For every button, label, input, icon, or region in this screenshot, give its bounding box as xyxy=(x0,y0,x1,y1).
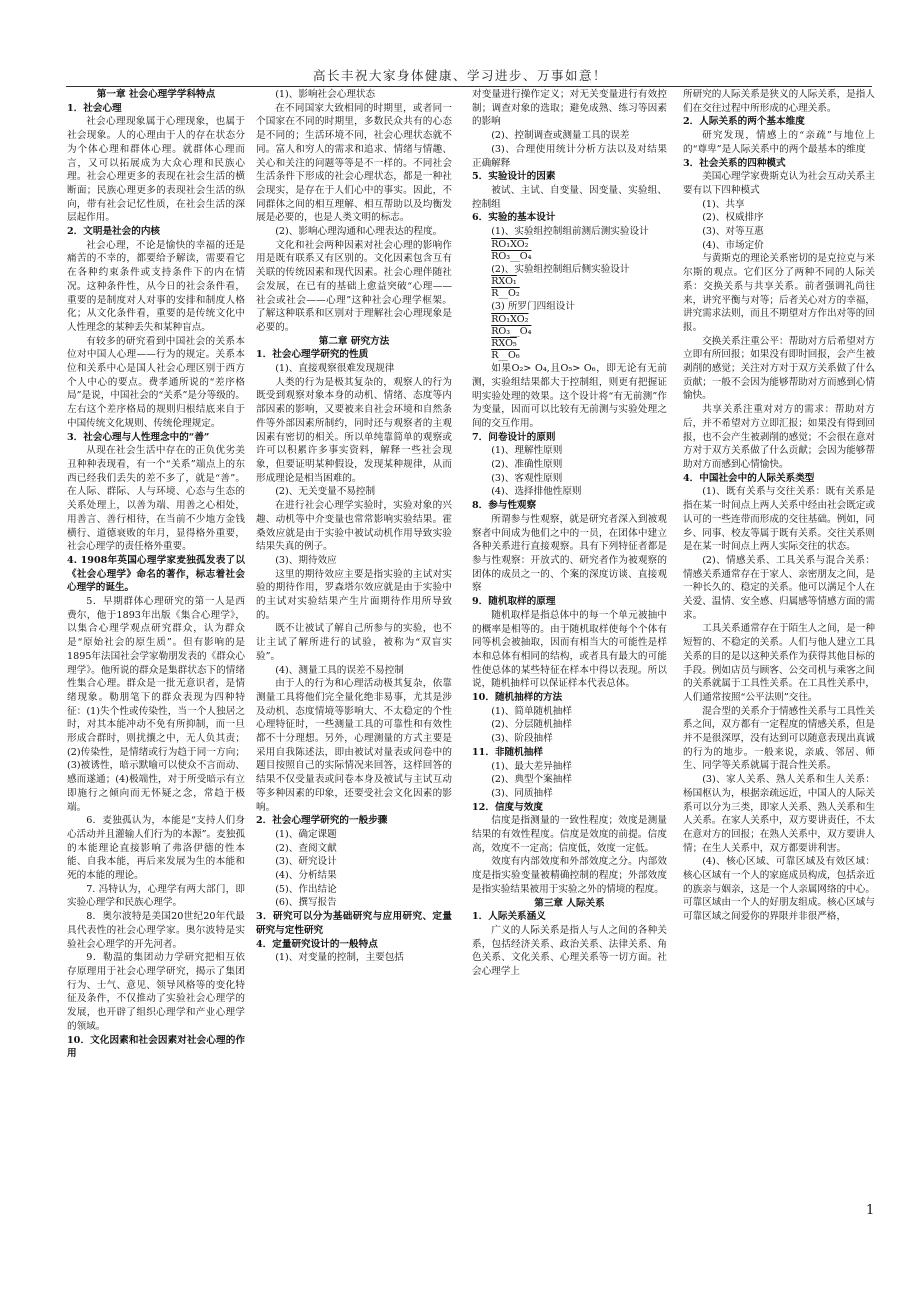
section-heading: 3．社会关系的四种模式 xyxy=(683,157,786,169)
paragraph: 9．勒温的集团动力学研究把相互依存原理用于社会心理学研究，揭示了集团行为、士气、意见、领导风格等的变化特征及条件，不仅推动了实验社会心理学的发展，也开辟了组织心理学和产业心理学的领域。 xyxy=(67,952,245,1032)
paragraph: (2)、准确性原则 xyxy=(491,459,563,471)
formula-line: RO₁XO₂ xyxy=(491,314,529,326)
header-rule xyxy=(66,86,872,87)
paragraph: (4)、核心区域、可靠区域及有效区域：核心区域有一个人的家庭成员构成，包括亲近的族亲与姻亲，这是一个人亲属网络的中心。可靠区域由一个人的好朋友组成。核心区域与可靠区域之间爱你的界限并非很严格， xyxy=(683,856,875,923)
paragraph: (3)、客观性原则 xyxy=(491,472,563,484)
section-heading: 3．社会心理与人性理念中的“善” xyxy=(67,431,210,443)
paragraph: (1)、共享 xyxy=(702,198,745,210)
paragraph: (1)、直接观察很难发现规律 xyxy=(275,363,395,375)
paragraph: 美国心理学家费斯克认为社会互动关系主要有以下四种模式 xyxy=(683,171,875,196)
section-heading: 第一章 社会心理学学科特点 xyxy=(96,89,216,100)
section-heading: 4. 1908年英国心理学家麦独孤发表了以《社会心理学》命名的著作，标志着社会心理学的诞生。 xyxy=(67,554,245,594)
section-heading: 第二章 研究方法 xyxy=(318,335,390,347)
paragraph: (5)、作出结论 xyxy=(275,883,337,895)
paragraph: 这里的期待效应主要是指实验的主试对实验的期待作用，罗森塔尔效应就是由于实验中的主试对实验结果产生片面期待作用所导致的。 xyxy=(256,568,452,621)
paragraph: 信度是指测量的一致性程度；效度是测量结果的有效性程度。信度是效度的前提。信度高，效度不一定高；信度低，效度一定低。 xyxy=(472,815,667,854)
paragraph: 由于人的行为和心理活动极其复杂，依靠测量工具将他们完全量化绝非易事，尤其是涉及动机、态度情境等影响大、不太稳定的个性心理特征时，一些测量工具的可靠性和有效性都不十分理想。另外，心理测量的方式主要是采用自我陈述法，即由被试对量表或问卷中的题目按照自己的实际情况来回答，这样回答的结果不仅受量表或问卷本身及被试与主试互动等多种因素的印象，还要受社会文化因素的影响。 xyxy=(256,678,452,813)
formula-line: R__O₆ xyxy=(491,350,520,362)
paragraph: (3)、同质抽样 xyxy=(491,787,553,799)
formula-line: RO₃__O₄ xyxy=(491,250,532,262)
section-heading: 8．参与性观察 xyxy=(472,500,537,512)
section-heading: 9．随机取样的原理 xyxy=(472,596,556,608)
text-column-3 xyxy=(472,88,667,1248)
paragraph: 交换关系注重公平：帮助对方后希望对方立即有所回报；如果没有即时回报，会产生被剥削的感觉；关注对方对于双方关系做了什么贡献；一般不会因为能够帮助对方而感到心情愉快。 xyxy=(683,335,875,402)
paragraph: (2)、情感关系、工具关系与混合关系：情感关系通常存在于家人、亲密朋友之间，是一种长久的、稳定的关系。他可以满足个人在关爱、温情、安全感、归属感等情感方面的需求。 xyxy=(683,554,875,621)
paragraph: (3) 所罗门四组设计 xyxy=(491,301,575,313)
page-header: 高长丰祝大家身体健康、学习进步、万事如意！ xyxy=(312,68,607,83)
paragraph: 所谓参与性观察，就是研究者深入到被观察者中间成为他们之中的一员，在团体中建立各种关系进行直接观察。具有下列特征者都是参与性观察：开放式的、研究者作为被观察的团体的成员之一的、个案的深度访谈、直接观察 xyxy=(472,513,667,594)
paragraph: (3)、研究设计 xyxy=(275,856,337,868)
section-heading: 1．人际关系涵义 xyxy=(472,911,546,923)
paragraph: 5．早期群体心理研究的第一人是西费尔，他于1893年出版《集合心理学》，以集合心理学观点研究群众，认为群众是“原始社会的原生质”。但有影响的是1895年法国社会学家勒朋发表的《群众心理学》。他所说的群众是集群状态下的情绪性集合心理。群众是一批无意识者，是情绪现象。勒朋笔下的群众表现为四种特征：(1)失个性或传染性，当一个人独居之时，对其本能冲动不免有所抑制，而一旦形成合群时，则扰攘之中，无人负其责；(2)传染性，是情绪或行为趋于同一方向；(3)被诱性，暗示默喻可以使众不言而动、感而遂通；(4)极端性，对于所受暗示有立即施行之倾向而无怀疑之念，常趋于极端。 xyxy=(67,596,245,813)
paragraph: 社会心理，不论是愉快的幸福的还是痛苦的不幸的，都要给予解读，需要看它在各种约束条件或支持条件下的内在情况。这种条件性，从今日的社会条件看，重要的是制度对人对事的安排和制度人格化；从文化条件看，重要的是传统文化中人性理念的某种丢失和某种盲点。 xyxy=(67,239,245,333)
paragraph: 研究发现，情感上的“亲疏”与地位上的“尊卑”是人际关系中的两个最基本的维度 xyxy=(683,130,875,155)
paragraph: 6．麦独孤认为，本能是“支持人们身心活动并且灌输人们行为的本源”。麦独孤的本能理论直接影响了弗洛伊德的性本能、自我本能，再后来发展为生的本能和死的本能的理论。 xyxy=(67,815,245,882)
paragraph: (4)、测量工具的误差不易控制 xyxy=(275,664,404,676)
text-column-4 xyxy=(683,88,875,1248)
formula-line: R__O₂ xyxy=(491,288,520,300)
section-heading: 5．实验设计的因素 xyxy=(472,171,556,183)
section-heading: 6．实验的基本设计 xyxy=(472,212,556,224)
paragraph: 7. 冯特认为，心理学有两大部门，即实验心理学和民族心理学。 xyxy=(67,883,245,909)
paragraph: (2)、分层随机抽样 xyxy=(491,719,572,731)
paragraph: (1)、影响社会心理状态 xyxy=(275,89,376,100)
section-heading: 4．中国社会中的人际关系类型 xyxy=(683,472,815,484)
paragraph: (4)、分析结果 xyxy=(275,870,337,882)
section-heading: 11．非随机抽样 xyxy=(472,746,543,758)
paragraph: 效度有内部效度和外部效度之分。内部效度是指实验变量被精确控制的程度；外部效度是指实验结果被用于实验之外的情境的程度。 xyxy=(472,856,667,895)
section-heading: 7．问卷设计的原则 xyxy=(472,431,556,443)
paragraph: 混合型的关系介于情感性关系与工具性关系之间，双方都有一定程度的情感关系，但是并不是很深厚，没有达到可以随意表现出真诚的行为的地步。一般来说，亲戚、邻居、师生、同学等关系就属于混合性关系。 xyxy=(683,705,875,772)
paragraph: (3)、期待效应 xyxy=(275,554,337,566)
section-heading: 12．信度与效度 xyxy=(472,801,543,813)
text-column-2 xyxy=(256,88,452,1248)
paragraph: 随机取样是指总体中的每一个单元被抽中的概率是相等的。由于随机取样使每个个体有同等机会被抽取，因而有相当大的可能性是样本和总体有相同的结构，或者具有最大的可能性使总体的某些特征在样本中得以表现。所以说，随机抽样可以保证样本代表总体。 xyxy=(472,609,667,690)
paragraph: (3)、家人关系、熟人关系和生人关系：杨国枢认为，根据亲疏远近，中国人的人际关系可以分为三类，即家人关系、熟人关系和生人关系。在家人关系中，双方要讲责任，不太在意对方的回报；在熟人关系中，双方要讲人情；在生人关系中，双方都要讲利害。 xyxy=(683,774,875,854)
paragraph: 所研究的人际关系是狭义的人际关系，是指人们在交往过程中所形成的心理关系。 xyxy=(683,89,875,114)
paragraph: 广义的人际关系是指人与人之间的各种关系，包括经济关系、政治关系、法律关系、角色关系、文化关系、心理关系等一切方面。社会心理学上 xyxy=(472,924,667,978)
paragraph: 文化和社会两种因素对社会心理的影响作用是既有联系又有区别的。文化因素包含互有关联的传统因素和现代因素。社会心理伴随社会发展，在已有的基础上愈益突破“心理——社会或社会——心理”这种社会心理学框架。了解这种联系和区别对于理解社会心理现象是必要的。 xyxy=(256,239,452,333)
paragraph: (1)、理解性原则 xyxy=(491,445,563,457)
paragraph: 共享关系注重对对方的需求：帮助对方后，并不希望对方立即汇报；如果没有得到回报，也不会产生被剥削的感觉；不会很在意对方对于双方关系做了什么贡献；会因为能够帮助对方而感到心情愉快。 xyxy=(683,404,875,470)
paragraph: (3)、合理使用统计分析方法以及对结果正确解释 xyxy=(472,143,667,169)
text-column-1 xyxy=(67,88,245,1248)
paragraph: 如果O₂> O₄,且O₅> O₆，即无论有无前测，实验组结果都大于控制组，则更有把握证明实验处理的效果。这个设计将“有无前测”作为变量，因而可以比较有无前测与实验处理之间的交互作用。 xyxy=(472,363,667,429)
paragraph: 工具关系通常存在于陌生人之间，是一种短暂的、不稳定的关系。人们与他人建立工具关系的目的是以这种关系作为获得其他目标的手段。例如店员与顾客、公交司机与乘客之间的关系就属于工具性关系。在工具性关系中，人们通常按照“公平法则”交往。 xyxy=(683,623,875,703)
paragraph: (3)、阶段抽样 xyxy=(491,733,553,745)
formula-line: RO₁XO₂ xyxy=(491,238,529,250)
paragraph: (2)、查阅文献 xyxy=(275,842,337,854)
paragraph: (2)、无关变量不易控制 xyxy=(275,486,376,498)
page-number: 1 xyxy=(866,1203,875,1218)
section-heading: 10．随机抽样的方法 xyxy=(472,692,563,704)
paragraph: 对变量进行操作定义；对无关变量进行有效控制；调查对象的选取；避免成熟、练习等因素的影响 xyxy=(472,89,667,128)
paragraph: (1)、对变量的控制，主要包括 xyxy=(275,952,404,964)
section-heading: 2．人际关系的两个基本维度 xyxy=(683,116,805,128)
section-heading: 4．定量研究设计的一般特点 xyxy=(256,938,378,950)
paragraph: (6)、撰写报告 xyxy=(275,897,337,909)
section-heading: 第三章 人际关系 xyxy=(534,897,605,909)
paragraph: (1)、简单随机抽样 xyxy=(491,705,572,717)
section-heading: 1．社会心理学研究的性质 xyxy=(256,349,369,361)
formula-line: RO₃__O₄ xyxy=(491,326,532,338)
paragraph: 8．奥尔波特是美国20世纪20年代最具代表性的社会心理学家。奥尔波特是实验社会心理学的开先河者。 xyxy=(67,911,245,950)
paragraph: 既不让被试了解自己所参与的实验，也不让主试了解所进行的试验，被称为“双盲实验”。 xyxy=(256,623,452,662)
formula-line: RXO₅ xyxy=(491,338,517,350)
paragraph: (1)、最大差异抽样 xyxy=(491,760,572,772)
section-heading: 10．文化因素和社会因素对社会心理的作用 xyxy=(67,1034,245,1060)
paragraph: (2)、权威排序 xyxy=(702,212,764,224)
paragraph: (2)、典型个案抽样 xyxy=(491,774,572,786)
paragraph: (2)、控制调查或测量工具的误差 xyxy=(491,130,630,142)
section-heading: 2．社会心理学研究的一般步骤 xyxy=(256,815,388,827)
section-heading: 1．社会心理 xyxy=(67,102,122,114)
section-heading: 2．文明是社会的内核 xyxy=(67,226,161,238)
paragraph: 社会心理现象属于心理现象，也属于社会现象。人的心理由于人的存在状态分为个体心理和群体心理。就群体心理而言，又可以拓展成为大众心理和民族心理。社会心理更多的表现在社会生活的横断面；民族心理更多的表现社会生活的纵向，带有社会记忆性质，在社会生活的深层起作用。 xyxy=(67,116,245,224)
paragraph: 有较多的研究看到中国社会的关系本位对中国人心理——行为的规定。关系本位和关系中心是国人社会心理区别于西方个人中心的要点。费孝通所说的“差序格局”是说，中国社会的“关系”是分等级的。左右这个差序格局的规则归根结底来自于中国传统文化规则、传统伦理规定。 xyxy=(67,335,245,429)
paragraph: (4)、市场定价 xyxy=(702,239,764,251)
paragraph: 从现在社会生活中存在的正负优劣美丑种种表现看，有一个“关系”端点上的东西已经我们丢失的差不多了，就是“善”。在人际、群际、人与环境、心态与生态的关系处理上，以善为端、用善之心相处，用善言、善行相待，在当前不少地方金钱横行、道德衰败的年月，显得格外重要，社会心理学的责任格外重要。 xyxy=(67,445,245,553)
paragraph: (2)、实验组控制组后侧实验设计 xyxy=(491,263,630,275)
paragraph: (3)、对等互惠 xyxy=(702,226,764,238)
paragraph: (1)、确定课题 xyxy=(275,828,337,840)
paragraph: 在不同国家大致相同的时期里，或者同一个国家在不同的时期里，多数民众共有的心态是不同的；生活环境不同，社会心理状态就不同。富人和穷人的需求和追求、情绪与情趣、关心和关注的问题等等是不一样的。不同社会生活条件下形成的社会心理状态，都是一种社会现实，是存在于人们心中的事实。因此，不同群体之间的相互理解、相互帮助以及均衡发展是必要的，也是人类文明的标志。 xyxy=(256,102,452,224)
paragraph: 在进行社会心理学实验时，实验对象的兴趣、动机等中介变量也常常影响实验结果。霍桑效应就是由于实验中被试动机作用导致实验结果失真的例子。 xyxy=(256,500,452,553)
paragraph: (2)、影响心理沟通和心理表达的程度。 xyxy=(275,226,443,238)
paragraph: 与黄斯克的理论关系密切的是克拉克与米尔斯的观点。它们区分了两种不同的人际关系：交换关系与共享关系。前者强调礼尚往来，讲究平衡与对等；后者关心对方的幸福，讲究需求法则，而且不期望对方作出对等的回报。 xyxy=(683,253,875,333)
paragraph: (1)、既有关系与交往关系：既有关系是指在某一时间点上两人关系中经由社会既定或认可的一些连带而形成的交往基础。例如，同乡、同事、校友等属于既有关系。交往关系则是在某一时间点上两人实际交往的状态。 xyxy=(683,486,875,553)
formula-line: RXO₁ xyxy=(491,276,517,288)
paragraph: 被试、主试、自变量、因变量、实验组、控制组 xyxy=(472,184,667,210)
section-heading: 3．研究可以分为基础研究与应用研究、定量研究与定性研究 xyxy=(256,911,452,936)
paragraph: (4)、选择排他性原则 xyxy=(491,486,582,498)
paragraph: (1)、实验组控制组前测后测实验设计 xyxy=(491,226,649,238)
paragraph: 人类的行为是极其复杂的，观察人的行为既受到观察对象本身的动机、情绪、态度等内部因素的影响，又要被来自社会环境和自然条件等外部因素所制约，同时还与观察者的主观因素有密切的相关。所以单纯靠简单的观察或许可以积累许多事实资料，解释一些社会现象，但要证明某种假设，发现某种规律，从而形成理论是相当困难的。 xyxy=(256,376,452,484)
